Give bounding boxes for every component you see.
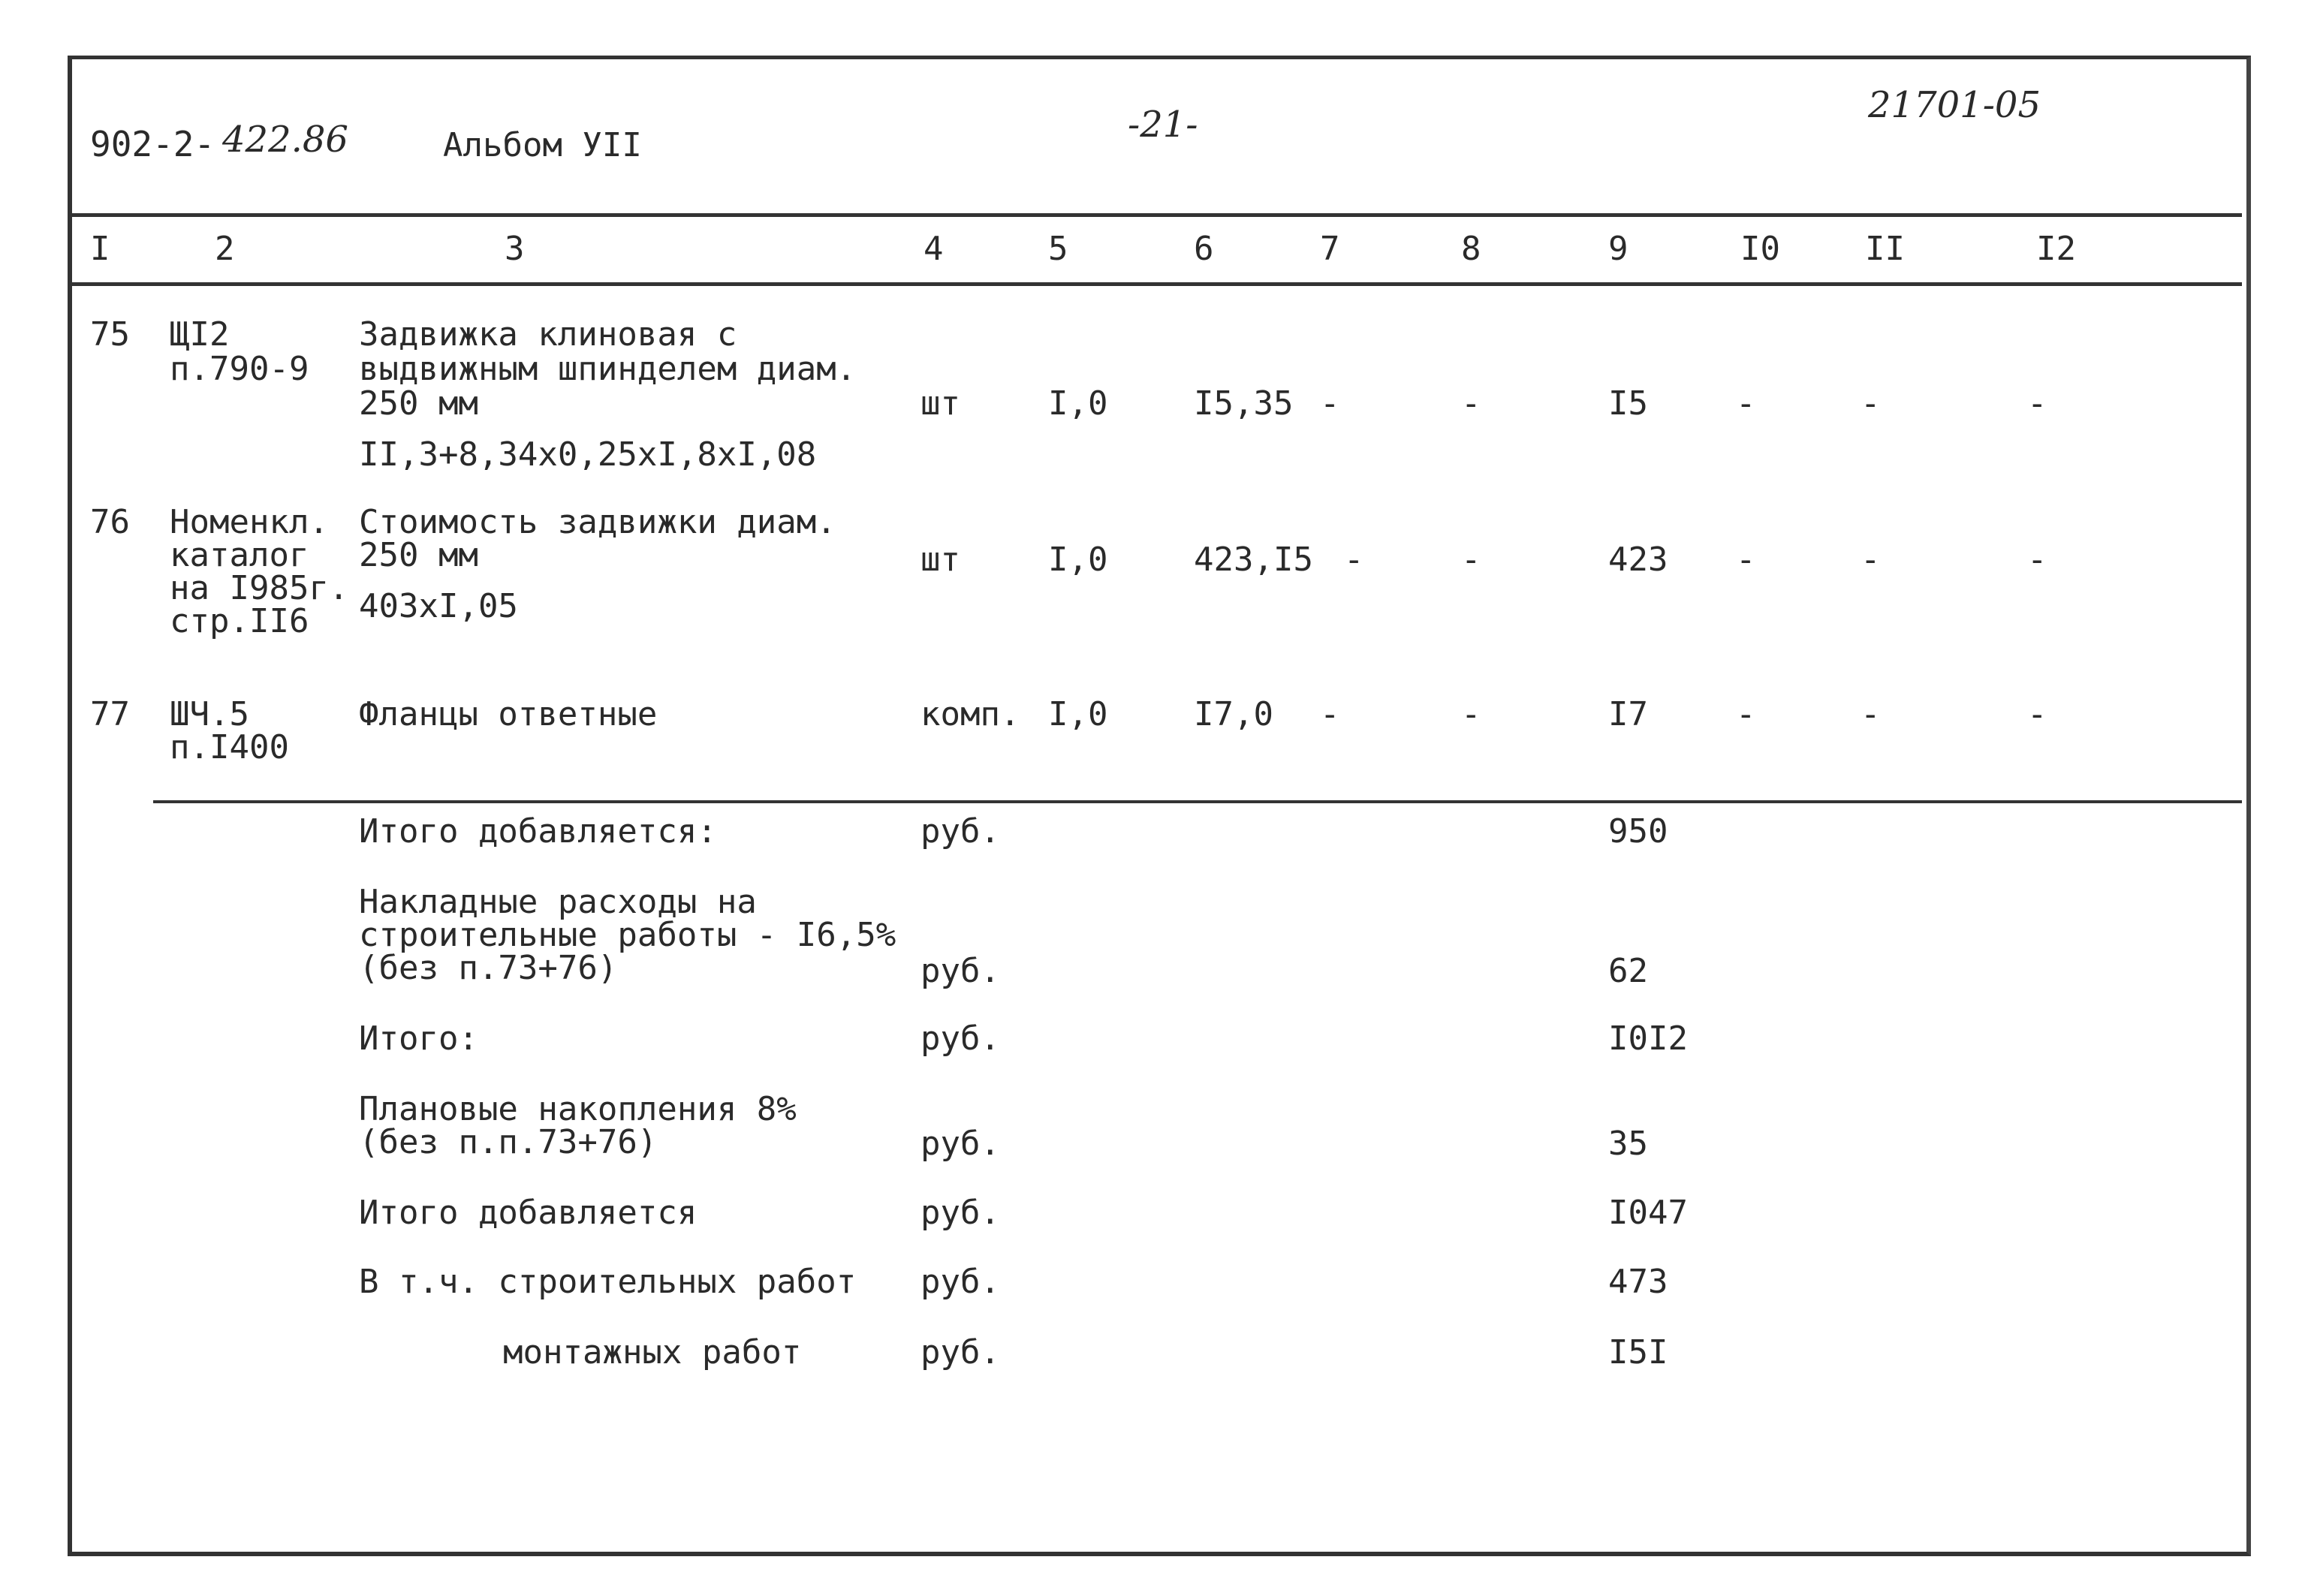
total-value: I047 bbox=[1608, 1194, 1688, 1232]
col-header-9: 9 bbox=[1608, 230, 1629, 268]
row-name: 250 мм bbox=[359, 384, 478, 423]
totals-rule bbox=[153, 800, 2242, 803]
row-number: 77 bbox=[90, 695, 130, 733]
row-calc: 403xI,05 bbox=[359, 587, 518, 625]
row-unit: шт bbox=[920, 384, 960, 423]
row-qty: I,0 bbox=[1048, 384, 1108, 423]
total-unit: руб. bbox=[920, 1333, 1000, 1372]
row-ref: на I985г. bbox=[170, 569, 349, 607]
col-header-1: I bbox=[90, 230, 110, 268]
total-value: I5I bbox=[1608, 1333, 1668, 1372]
header-rule-top bbox=[72, 213, 2242, 217]
total-label: Накладные расходы на bbox=[359, 883, 757, 921]
total-unit: руб. bbox=[920, 1125, 1000, 1163]
col-header-5: 5 bbox=[1048, 230, 1068, 268]
total-value: 950 bbox=[1608, 812, 1668, 851]
col-header-10: I0 bbox=[1740, 230, 1780, 268]
row-qty: I,0 bbox=[1048, 695, 1108, 733]
col-header-7: 7 bbox=[1320, 230, 1340, 268]
row-unit: шт bbox=[920, 541, 960, 579]
album-label: Альбом УII bbox=[443, 126, 642, 164]
total-value: 62 bbox=[1608, 952, 1648, 990]
total-unit: руб. bbox=[920, 952, 1000, 990]
row-name: выдвижным шпинделем диам. bbox=[359, 350, 857, 388]
doc-code-hand: 422.86 bbox=[222, 119, 348, 161]
row-total: I7 bbox=[1608, 695, 1648, 733]
total-label: монтажных работ bbox=[503, 1333, 802, 1372]
row-col12: - bbox=[2027, 384, 2047, 423]
col-header-4: 4 bbox=[924, 230, 944, 268]
col-header-3: 3 bbox=[505, 230, 525, 268]
total-label: Плановые накопления 8% bbox=[359, 1090, 797, 1128]
row-col10: - bbox=[1736, 541, 1756, 579]
row-ref: Номенкл. bbox=[170, 503, 329, 541]
row-col10: - bbox=[1736, 384, 1756, 423]
row-name: Фланцы ответные bbox=[359, 695, 658, 733]
total-label: В т.ч. строительных работ bbox=[359, 1263, 857, 1301]
row-ref: стр.II6 bbox=[170, 602, 309, 640]
row-ref: ЩI2 bbox=[170, 315, 230, 354]
row-name: Задвижка клиновая с bbox=[359, 315, 737, 354]
row-ref: п.I400 bbox=[170, 728, 289, 766]
total-unit: руб. bbox=[920, 1263, 1000, 1301]
row-col11: - bbox=[1861, 384, 1881, 423]
col-header-2: 2 bbox=[215, 230, 235, 268]
row-total: 423 bbox=[1608, 541, 1668, 579]
total-label: Итого добавляется bbox=[359, 1194, 698, 1232]
header-rule-bottom bbox=[72, 282, 2242, 286]
row-col12: - bbox=[2027, 541, 2047, 579]
total-unit: руб. bbox=[920, 812, 1000, 851]
col-header-6: 6 bbox=[1194, 230, 1214, 268]
col-header-12: I2 bbox=[2036, 230, 2076, 268]
row-qty: I,0 bbox=[1048, 541, 1108, 579]
page-number: -21- bbox=[1128, 104, 1198, 146]
row-name: Стоимость задвижки диам. bbox=[359, 503, 836, 541]
row-number: 75 bbox=[90, 315, 130, 354]
row-col7: - bbox=[1320, 384, 1340, 423]
row-col12: - bbox=[2027, 695, 2047, 733]
total-label: (без п.п.73+76) bbox=[359, 1123, 658, 1161]
total-label: Итого: bbox=[359, 1019, 478, 1058]
total-value: 473 bbox=[1608, 1263, 1668, 1301]
row-name: 250 мм bbox=[359, 536, 478, 574]
row-cost: I5,35 bbox=[1194, 384, 1294, 423]
total-unit: руб. bbox=[920, 1194, 1000, 1232]
row-col7: - bbox=[1320, 695, 1340, 733]
col-header-8: 8 bbox=[1461, 230, 1481, 268]
row-total: I5 bbox=[1608, 384, 1648, 423]
row-col10: - bbox=[1736, 695, 1756, 733]
row-ref: каталог bbox=[170, 536, 309, 574]
total-unit: руб. bbox=[920, 1019, 1000, 1058]
row-col11: - bbox=[1861, 541, 1881, 579]
row-calc: II,3+8,34x0,25xI,8xI,08 bbox=[359, 435, 817, 474]
row-col8: - bbox=[1461, 384, 1481, 423]
row-col11: - bbox=[1861, 695, 1881, 733]
row-number: 76 bbox=[90, 503, 130, 541]
row-ref: п.790-9 bbox=[170, 350, 309, 388]
row-col7: - bbox=[1344, 541, 1364, 579]
total-value: 35 bbox=[1608, 1125, 1648, 1163]
sheet-code: 21701-05 bbox=[1868, 84, 2041, 126]
row-col8: - bbox=[1461, 541, 1481, 579]
total-label: (без п.73+76) bbox=[359, 949, 618, 987]
document-frame bbox=[68, 56, 2251, 1556]
row-ref: ШЧ.5 bbox=[170, 695, 249, 733]
total-label: строительные работы - I6,5% bbox=[359, 916, 896, 954]
row-cost: I7,0 bbox=[1194, 695, 1273, 733]
total-label: Итого добавляется: bbox=[359, 812, 717, 851]
col-header-11: II bbox=[1865, 230, 1905, 268]
doc-code: 902-2- bbox=[90, 124, 215, 164]
row-col8: - bbox=[1461, 695, 1481, 733]
total-value: I0I2 bbox=[1608, 1019, 1688, 1058]
row-cost: 423,I5 bbox=[1194, 541, 1313, 579]
row-unit: комп. bbox=[920, 695, 1020, 733]
